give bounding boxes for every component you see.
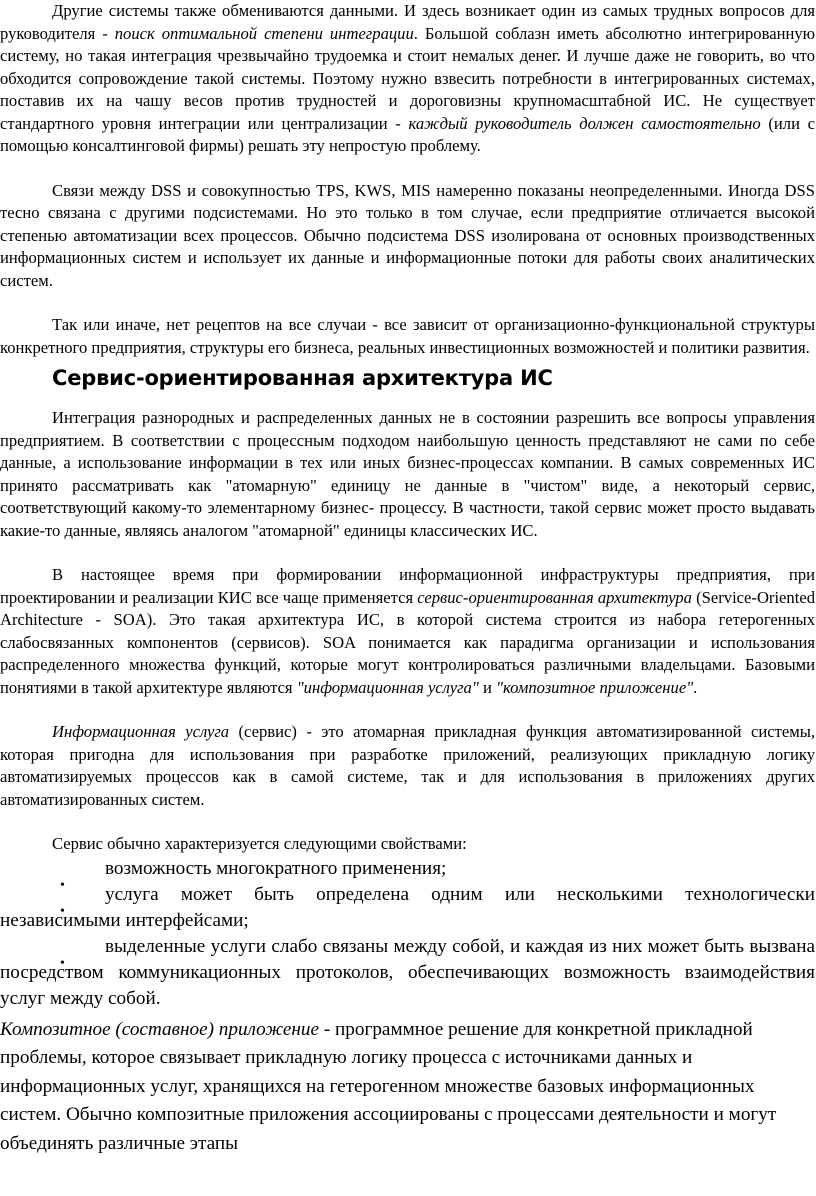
list-item [0,882,815,934]
paragraph-integration-question [0,0,815,158]
paragraph-soa [0,564,815,699]
italic-term: поиск оптимальной степени интеграции [114,23,414,43]
italic-term: Информационная услуга [52,722,230,741]
list-item [0,856,815,882]
paragraph-dss-links: Связи между DSS и совокупностью TPS, KWS, MIS намеренно показаны неопределенными. Иногда DSS тесно связана с другими подсистемами. Но это только в том случае, если предприятие отличается высокой степенью автоматизации всех процессов. Обычно подсистема DSS изолирована от основных производственных информационных систем и использует их данные и информационные потоки для работы своих аналитических систем. [0,180,815,290]
text-run: Другие системы также обмениваются данными. И здесь возникает один из самых трудных вопросов для руководителя - [0,1,815,43]
section-heading: Сервис-ориентированная архитектура ИС [52,366,553,390]
paragraph-composite-application [0,1016,815,1159]
paragraph-no-recipes: Так или иначе, нет рецептов на все случаи - все зависит от организационно-функциональной структуры конкретного предприятия, структуры его бизнеса, реальных инвестиционных возможностей и политики развития. [0,315,815,357]
italic-term: "композитное приложение" [495,677,694,697]
text-run: и [478,677,496,697]
text-run: . Большой соблазн иметь абсолютно интегрированную систему, но такая интеграция чрезвычайно трудоемка и стоит немалых денег. И лучше даже не говорить, во что обходится сопровождение такой системы. Поэтому нужно взвесить потребности в интегрированных системах, поставив их на чашу весов против трудностей и дороговизны крупномасштабной ИС. Не существует стандартного уровня интеграции или централизации - [0,23,816,133]
list-item [0,934,815,1012]
text-run: . [693,677,698,697]
text-run: (сервис) - это атомарная прикладная функция автоматизированной системы, которая пригодна для использования при разработке приложений, реализующих прикладную логику автоматизируемых процессов как в самой системе, так и для использования в приложениях других автоматизированных систем. [0,722,816,809]
list-item-text: выделенные услуги слабо связаны между собой, и каждая из них может быть вызвана посредством коммуникационных протоколов, обеспечивающих возможность взаимодействия услуг между собой. [0,935,815,1009]
bullet-list [0,856,815,1012]
text-run: (или с помощью консалтинговой фирмы) решать эту непростую проблему. [0,113,815,155]
list-item-text: услуга может быть определена одним или несколькими технологически независимыми интерфейсами; [0,883,815,931]
text-run: (Service-Oriented Architecture - SOA). Это такая архитектура ИС, в которой система строится из набора гетерогенных слабосвязанных компонентов (сервисов). SOA понимается как парадигма организации и использования распределенного множества функций, которые могут контролироваться различными владельцами. Базовыми понятиями в такой архитектуре являются [0,587,815,697]
paragraph-service-properties: Сервис обычно характеризуется следующими свойствами: [52,834,467,853]
text-run: В настоящее время при формировании информационной инфраструктуры предприятия, при проектировании и реализации КИС все чаще применяется [0,565,815,607]
italic-term: Композитное (составное) приложение [0,1018,320,1040]
italic-term: сервис-ориентированная архитектура [417,587,692,607]
italic-term: "информационная услуга" [296,677,479,697]
text-run: - программное решение для конкретной прикладной проблемы, которое связывает прикладную логику процесса с источниками данных и информационных услуг, хранящихся на гетерогенном множестве базовых информационных систем. Обычно композитные приложения ассоциированы с процессами деятельности и могут объединять различные этапы [0,1018,777,1154]
list-item-text: возможность многократного применения; [105,857,447,879]
paragraph-data-integration: Интеграция разнородных и распределенных данных не в состоянии разрешить все вопросы управления предприятием. В соответствии с процессным подходом наибольшую ценность представляют не сами по себе данные, а использование информации в тех или иных бизнес-процессах компании. В самых современных ИС принято рассматривать как "атомарную" единицу не данные в "чистом" виде, а некоторый сервис, соответствующий какому-то элементарному бизнес- процессу. В частности, такой сервис может просто выдавать какие-то данные, являясь аналогом "атомарной" единицы классических ИС. [0,408,815,540]
italic-term: каждый руководитель должен самостоятельно [408,113,761,133]
paragraph-information-service [0,721,815,811]
